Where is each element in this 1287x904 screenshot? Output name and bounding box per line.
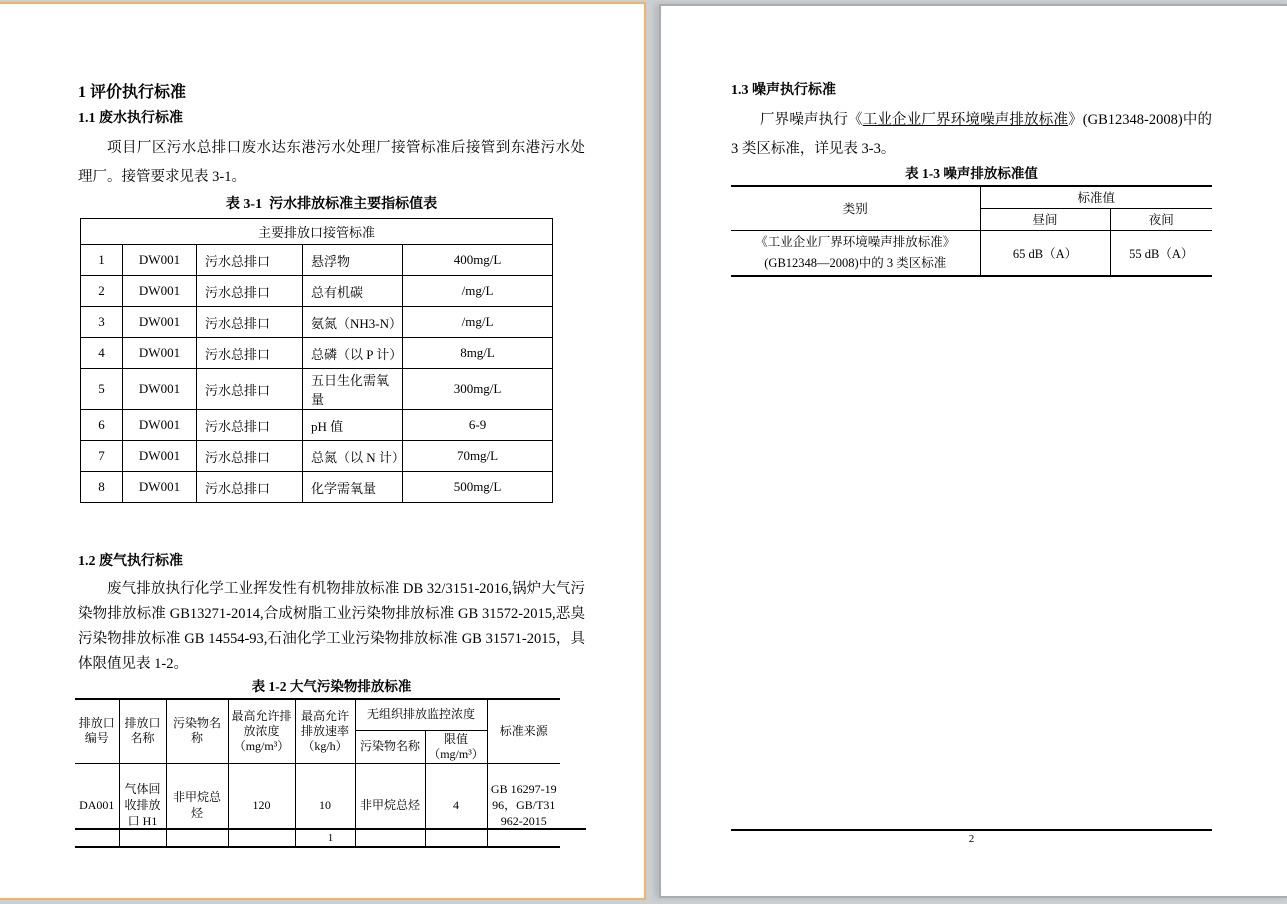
table-cell: DW001 bbox=[123, 307, 197, 338]
table-1-3 bbox=[731, 185, 1212, 277]
section-heading-1-2: 1.2 废气执行标准 bbox=[78, 554, 183, 569]
standard-name-underlined: 工业企业厂界环境噪声排放标准 bbox=[862, 112, 1069, 128]
column-subheader: 污染物名称 bbox=[355, 730, 425, 763]
table-row bbox=[81, 410, 553, 441]
table-cell: DW001 bbox=[123, 338, 197, 369]
table-row bbox=[731, 230, 1212, 276]
table-cell: DW001 bbox=[123, 441, 197, 472]
table-cell: /mg/L bbox=[403, 276, 553, 307]
table-row bbox=[81, 472, 553, 503]
table-row bbox=[81, 441, 553, 472]
table-row bbox=[81, 307, 553, 338]
table-cell: 污水总排口 bbox=[197, 307, 303, 338]
table-cell: 总氮（以 N 计） bbox=[303, 441, 403, 472]
table-cell: 4 bbox=[81, 338, 123, 369]
table-1-3-caption: 表 1-3 噪声排放标准值 bbox=[905, 166, 1038, 181]
table-cell: 8 bbox=[81, 472, 123, 503]
table-cell: 污水总排口 bbox=[197, 338, 303, 369]
section-heading-1: 1 评价执行标准 bbox=[78, 84, 187, 101]
table-cell: 五日生化需氧量 bbox=[303, 369, 403, 410]
table-cell: 500mg/L bbox=[403, 472, 553, 503]
table-cell: DA001 bbox=[75, 763, 119, 847]
column-header: 排放口名称 bbox=[119, 699, 166, 763]
table-cell: 6-9 bbox=[403, 410, 553, 441]
table-cell: 悬浮物 bbox=[303, 245, 403, 276]
document-page-2[interactable] bbox=[659, 4, 1287, 898]
table-cell-night-value: 55 dB（A） bbox=[1110, 230, 1212, 276]
table-cell: 4 bbox=[425, 763, 487, 847]
table-cell: 污水总排口 bbox=[197, 276, 303, 307]
table-cell: /mg/L bbox=[403, 307, 553, 338]
table-1-2-caption: 表 1-2 大气污染物排放标准 bbox=[251, 679, 412, 694]
table-cell: DW001 bbox=[123, 410, 197, 441]
page-footer bbox=[731, 829, 1212, 845]
column-header: 最高允许排放浓度（mg/m³） bbox=[228, 699, 295, 763]
paragraph-noise bbox=[731, 106, 1212, 164]
table-cell: 120 bbox=[228, 763, 295, 847]
paragraph-noise-before: 厂界噪声执行《 bbox=[760, 112, 863, 128]
column-header: 排放口编号 bbox=[75, 699, 119, 763]
page-2-content bbox=[731, 6, 1212, 277]
table-cell: 10 bbox=[295, 763, 355, 847]
column-subheader: 夜间 bbox=[1110, 208, 1212, 230]
table-row bbox=[81, 245, 553, 276]
page-number: 2 bbox=[968, 833, 975, 845]
table-3-1-caption: 表 3-1 污水排放标准主要指标值表 bbox=[225, 197, 438, 212]
table-cell: 非甲烷总烃 bbox=[166, 763, 228, 847]
table-merged-header: 主要排放口接管标准 bbox=[81, 219, 553, 245]
table-row bbox=[81, 338, 553, 369]
table-cell: 1 bbox=[81, 245, 123, 276]
table-cell: 污水总排口 bbox=[197, 245, 303, 276]
table-cell: 化学需氧量 bbox=[303, 472, 403, 503]
table-cell: 气体回收排放口 H1 bbox=[119, 763, 166, 847]
column-header: 污染物名称 bbox=[166, 699, 228, 763]
paragraph-noise-after: 》(GB12348-2008)中的 3 类区标准，详见表 3-3。 bbox=[731, 112, 1213, 157]
category-line-2: (GB12348—2008)中的 3 类区标准 bbox=[764, 255, 947, 270]
table-row bbox=[81, 219, 553, 245]
table-cell: 400mg/L bbox=[403, 245, 553, 276]
table-row bbox=[731, 186, 1212, 208]
paragraph-exhaust-gas: 废气排放执行化学工业挥发性有机物排放标准 DB 32/3151-2016,锅炉大气污染物排放标准 GB13271-2014,合成树脂工业污染物排放标准 GB 31572-2015,恶臭污染物排放标准 GB 14554-93,石油化学工业污染物排放标准 GB 31571-2015，具体限值见表 1-2。 bbox=[78, 581, 585, 672]
table-cell: 污水总排口 bbox=[197, 472, 303, 503]
table-cell: 污水总排口 bbox=[197, 441, 303, 472]
table-row bbox=[81, 276, 553, 307]
table-cell: 污水总排口 bbox=[197, 369, 303, 410]
category-line-1: 《工业企业厂界环境噪声排放标准》 bbox=[755, 234, 956, 249]
table-cell: DW001 bbox=[123, 276, 197, 307]
document-page-1[interactable] bbox=[0, 2, 646, 900]
table-cell: 3 bbox=[81, 307, 123, 338]
column-subheader: 限值（mg/m³） bbox=[425, 730, 487, 763]
table-row bbox=[81, 369, 553, 410]
table-cell: GB 16297-1996，GB/T31962-2015 bbox=[487, 763, 560, 847]
table-cell: 7 bbox=[81, 441, 123, 472]
page-1-content bbox=[78, 4, 585, 848]
table-row bbox=[75, 699, 560, 730]
table-cell: 8mg/L bbox=[403, 338, 553, 369]
table-cell: 非甲烷总烃 bbox=[355, 763, 425, 847]
table-cell: 6 bbox=[81, 410, 123, 441]
table-cell: 300mg/L bbox=[403, 369, 553, 410]
table-cell: DW001 bbox=[123, 369, 197, 410]
table-cell: 5 bbox=[81, 369, 123, 410]
table-cell: pH 值 bbox=[303, 410, 403, 441]
paragraph-wastewater: 项目厂区污水总排口废水达东港污水处理厂接管标准后接管到东港污水处理厂。接管要求见表 3-1。 bbox=[78, 140, 585, 185]
column-group-header: 无组织排放监控浓度 bbox=[355, 699, 487, 730]
table-cell: 总有机碳 bbox=[303, 276, 403, 307]
table-cell: 氨氮（NH3-N） bbox=[303, 307, 403, 338]
table-cell-category bbox=[731, 230, 980, 276]
page-footer bbox=[75, 828, 586, 844]
column-header: 标准来源 bbox=[487, 699, 560, 763]
table-cell: DW001 bbox=[123, 472, 197, 503]
table-1-2 bbox=[75, 698, 560, 848]
column-group-header: 标准值 bbox=[980, 186, 1212, 208]
table-cell: DW001 bbox=[123, 245, 197, 276]
column-header: 最高允许排放速率（kg/h） bbox=[295, 699, 355, 763]
column-header: 类别 bbox=[731, 186, 980, 230]
page-number: 1 bbox=[327, 832, 334, 844]
section-heading-1-3: 1.3 噪声执行标准 bbox=[731, 83, 836, 98]
table-cell: 2 bbox=[81, 276, 123, 307]
table-cell: 总磷（以 P 计） bbox=[303, 338, 403, 369]
table-3-1 bbox=[80, 218, 553, 503]
table-cell-day-value: 65 dB（A） bbox=[980, 230, 1110, 276]
table-cell: 污水总排口 bbox=[197, 410, 303, 441]
section-heading-1-1: 1.1 废水执行标准 bbox=[78, 111, 183, 126]
column-subheader: 昼间 bbox=[980, 208, 1110, 230]
table-cell: 70mg/L bbox=[403, 441, 553, 472]
